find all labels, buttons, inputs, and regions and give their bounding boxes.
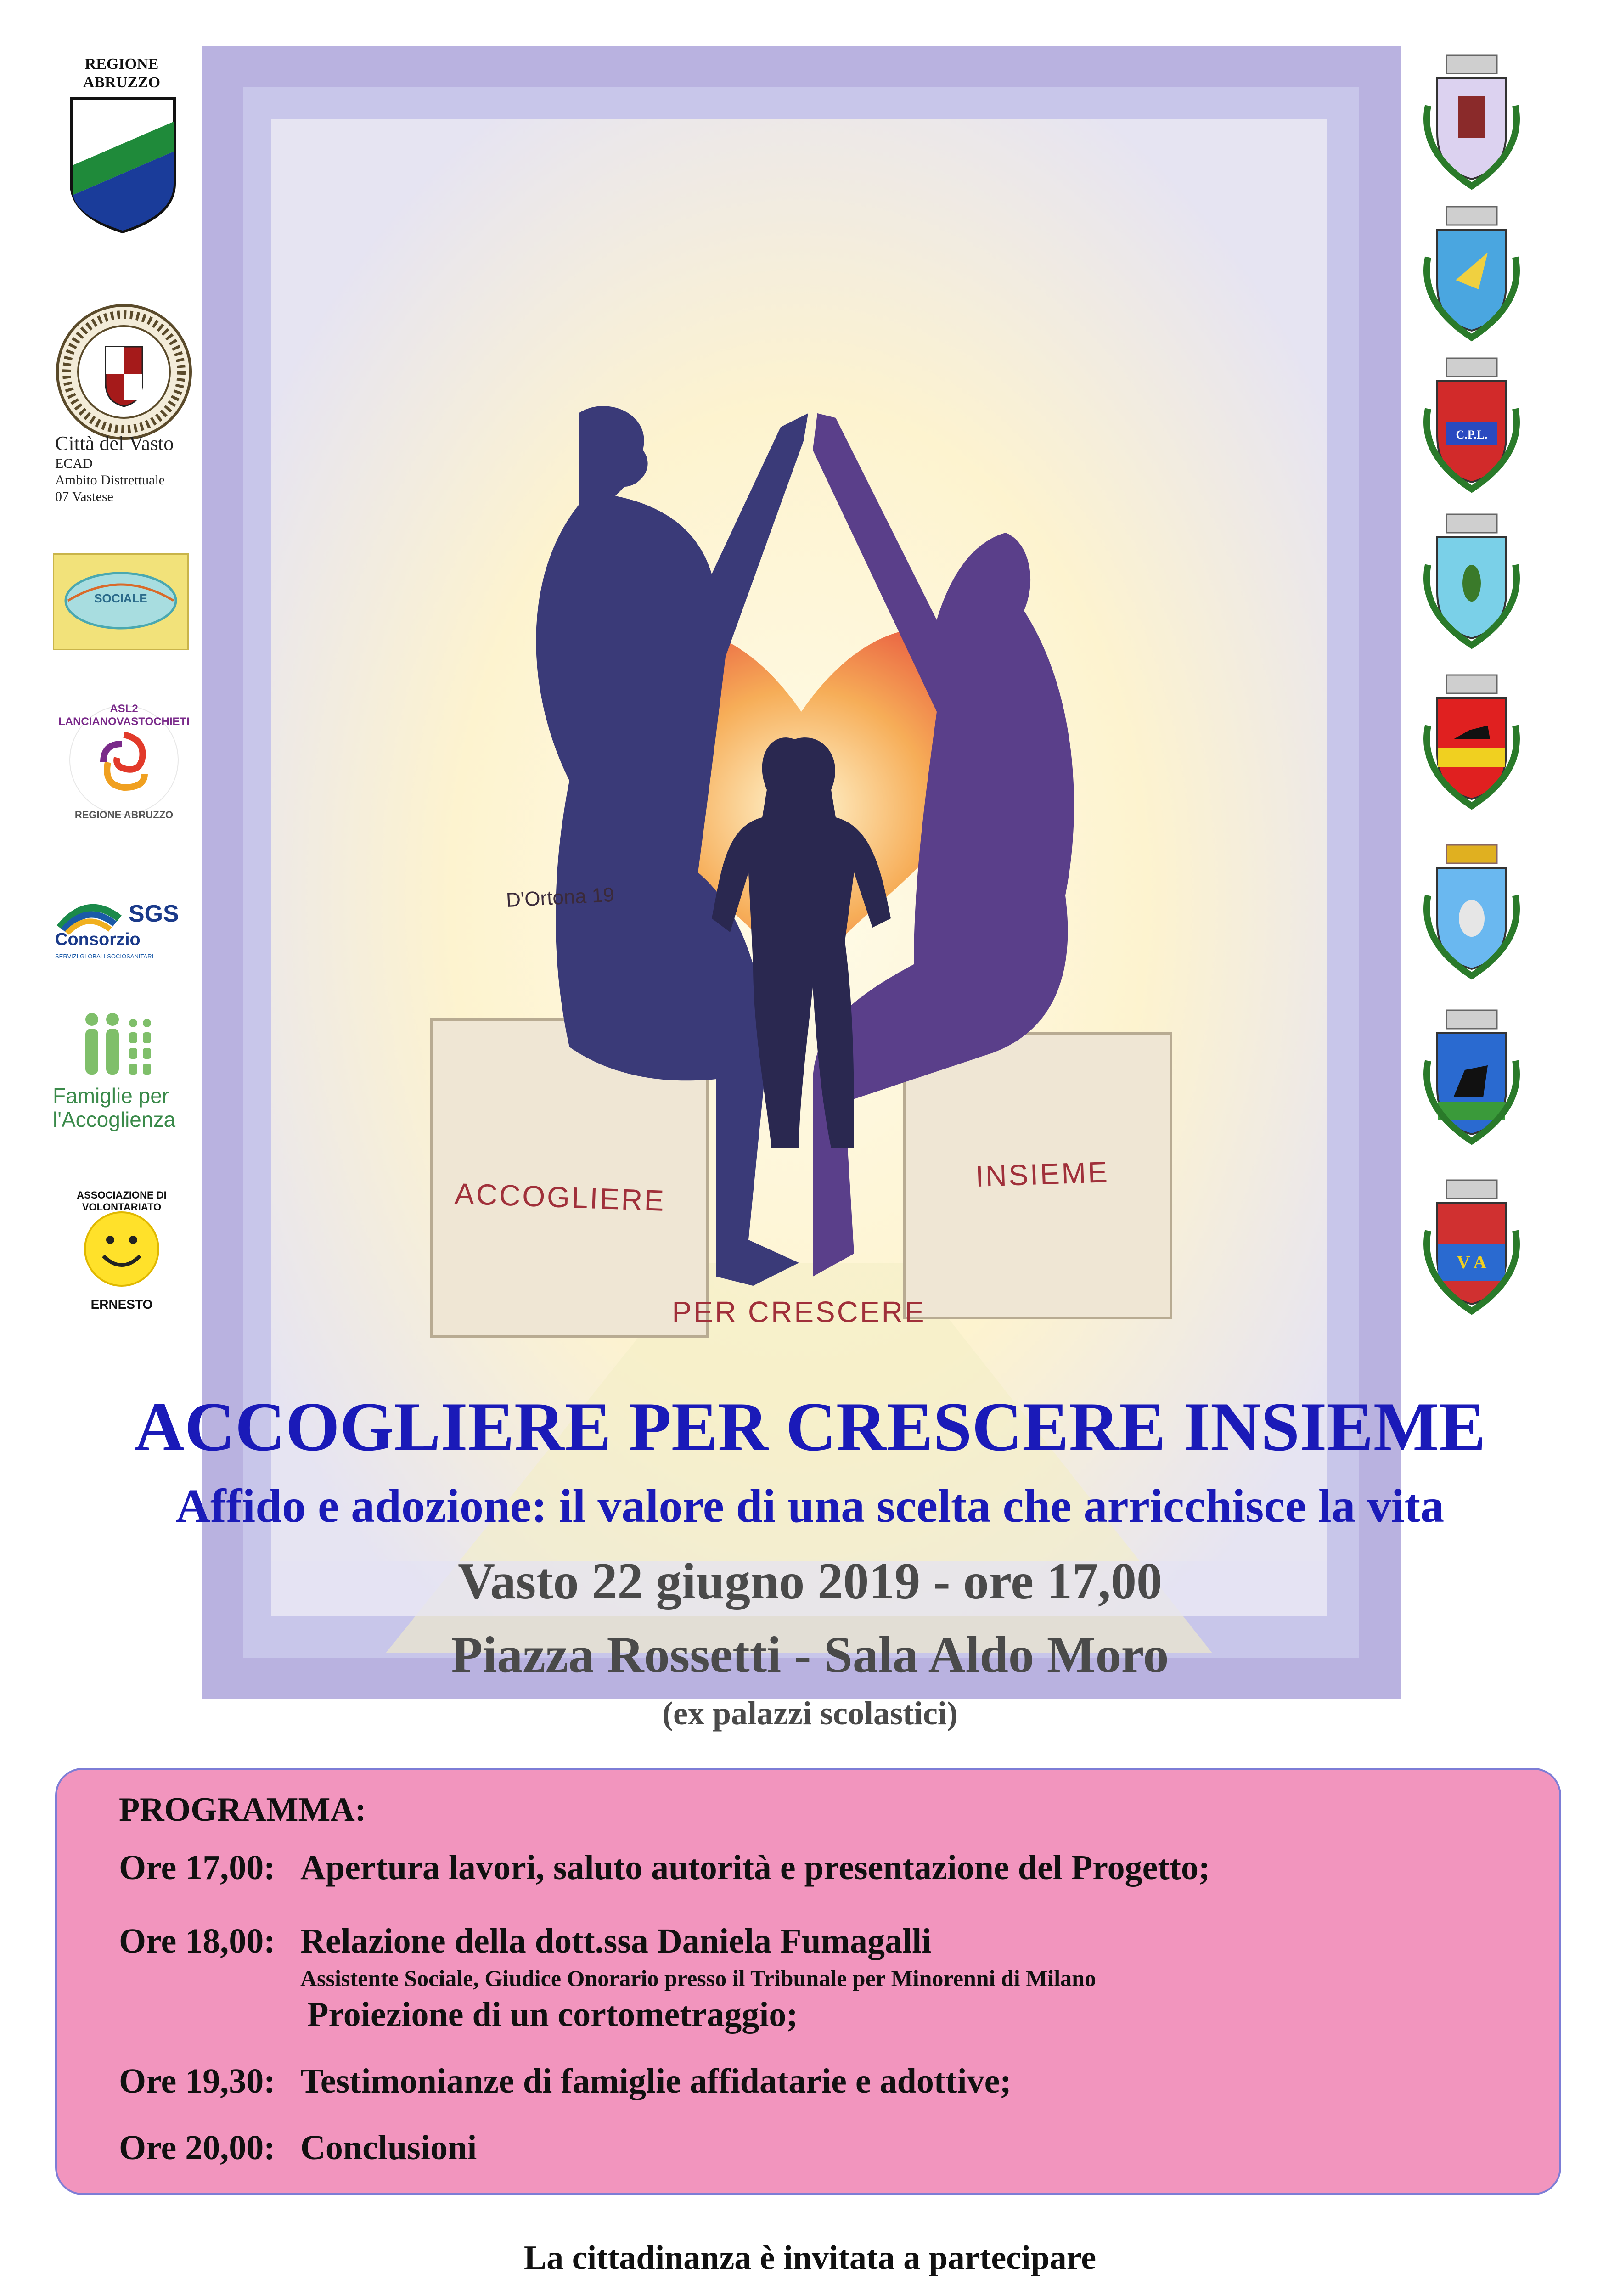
coat-of-arms-1 [1414,51,1529,193]
citta-del-vasto-seal [55,303,193,441]
famiglie-line2: l'Accoglienza [53,1108,176,1131]
event-title: ACCOGLIERE PER CRESCERE INSIEME [134,1388,1486,1465]
vasto-vastese: 07 Vastese [55,489,113,504]
event-place-note: (ex palazzi scolastici) [662,1695,958,1732]
artwork-box-right-text: INSIEME [975,1155,1110,1193]
program-box [55,1768,1561,2195]
famiglie-accoglienza-logo [73,1010,188,1084]
vasto-ambito: Ambito Distrettuale [55,473,165,488]
footer-invitation: La cittadinanza è invitata a partecipare [523,2239,1097,2277]
program-time-3: Ore 19,30: [119,2062,276,2100]
program-time-1: Ore 17,00: [119,1848,276,1887]
coat-8-text: V A [1457,1252,1487,1272]
program-note-2: Assistente Sociale, Giudice Onorario presso il Tribunale per Minorenni di Milano [300,1965,1096,1991]
region-line2: ABRUZZO [83,74,161,91]
volontariato-top-text: ASSOCIAZIONE DI VOLONTARIATO [77,1189,167,1213]
coat-of-arms-5 [1414,670,1529,813]
vasto-name: Città del Vasto [55,432,174,455]
asl-logo [53,689,195,831]
famiglie-caption [53,1084,204,1131]
program-heading: PROGRAMMA: [119,1791,366,1829]
volontariato-ernesto-logo [53,1180,191,1318]
program-extra-2: Proiezione di un cortometraggio; [307,1995,798,2034]
coat-of-arms-4 [1414,510,1529,652]
coat-of-arms-6 [1414,840,1529,983]
event-subtitle: Affido e adozione: il valore di una scelta che arricchisce la vita [175,1480,1445,1532]
program-text-2: Relazione della dott.ssa Daniela Fumagalli [300,1922,932,1960]
asl-top-text: ASL2 LANCIANOVASTOCHIETI [58,703,190,728]
famiglie-line1: Famiglie per [53,1084,169,1108]
coat-of-arms-2 [1414,202,1529,344]
program-text-1: Apertura lavori, saluto autorità e presentazione del Progetto; [300,1848,1210,1887]
volontariato-bottom-text: ERNESTO [90,1297,153,1311]
event-date: Vasto 22 giugno 2019 - ore 17,00 [458,1553,1162,1610]
sociale-text: SOCIALE [94,591,147,605]
coat-of-arms-8 [1414,1176,1529,1318]
sgs-consorzio-logo [51,891,202,964]
program-time-2: Ore 18,00: [119,1922,276,1960]
artwork-signature: D'Ortona 19 [505,883,615,912]
artwork-ground-text: PER CRESCERE [672,1295,926,1328]
artwork-box-left-text: ACCOGLIERE [454,1177,666,1217]
coat-3-text: C.P.L. [1456,428,1488,441]
regione-abruzzo-emblem [69,96,177,234]
program-text-4: Conclusioni [300,2128,477,2167]
coat-of-arms-7 [1414,1006,1529,1148]
sgs-consorzio-text: Consorzio [55,930,141,949]
coat-of-arms-3 [1414,354,1529,496]
event-place: Piazza Rossetti - Sala Aldo Moro [451,1626,1169,1683]
sgs-text: SGS [129,900,179,927]
sgs-tagline: SERVIZI GLOBALI SOCIOSANITARI [55,953,154,960]
sociale-logo [53,553,189,650]
asl-bottom-text: REGIONE ABRUZZO [74,809,174,821]
program-text-3: Testimonianze di famiglie affidatarie e adottive; [300,2062,1012,2100]
vasto-ecad: ECAD [55,456,93,471]
region-line1: REGIONE [84,56,159,73]
regione-abruzzo-label [69,55,174,92]
vasto-caption [55,432,207,505]
program-time-4: Ore 20,00: [119,2128,276,2167]
